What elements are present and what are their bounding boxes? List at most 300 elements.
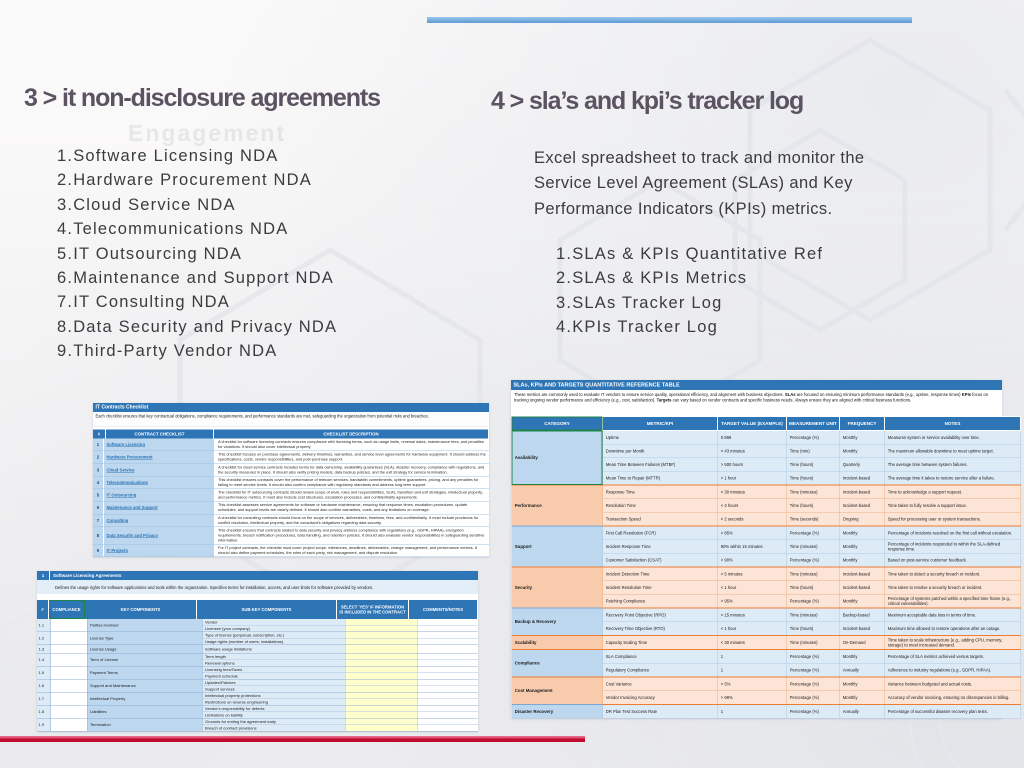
sla-table-body xyxy=(512,431,1021,719)
compliance-cell xyxy=(51,680,88,693)
contract-description: A checklist for consulting contracts should focus on the scope of services, deliverables, timelines, fees, and confidentiality. It must include provisions for conflict resolution, intellectual property, and the consultant's obligations regarding data security. xyxy=(215,514,489,526)
sla-category-cell: Backup & Recovery xyxy=(512,608,603,636)
select-yes-cell xyxy=(346,639,419,645)
sla-unit-cell: Percentage (%) xyxy=(787,691,840,705)
sla-unit-cell: Percentage (%) xyxy=(787,705,840,719)
sub-component-column xyxy=(203,632,479,645)
sub-component-row xyxy=(203,645,479,653)
licensing-table-row xyxy=(37,667,478,680)
contracts-checklist-spreadsheet-image xyxy=(93,403,489,557)
sla-frequency-cell: Monthly xyxy=(840,444,885,458)
sla-metric-cell: Cost Variance xyxy=(603,677,718,691)
select-yes-cell xyxy=(346,693,419,699)
contract-name-link: Telecommunications xyxy=(104,476,215,488)
contracts-table-row xyxy=(93,527,489,545)
licensing-row-number: 1.9 xyxy=(37,719,51,732)
sla-notes-cell: Measures system or service availability over time. xyxy=(885,431,1021,445)
compliance-cell xyxy=(51,654,88,667)
contracts-header-cell: CONTRACT CHECKLIST xyxy=(106,430,214,439)
contract-row-number: 5 xyxy=(93,489,104,501)
sub-key-component-cell: Term length xyxy=(203,654,346,660)
sla-table-row xyxy=(512,636,1021,650)
sla-target-cell: < 5 minutes xyxy=(718,567,787,581)
sub-component-column xyxy=(203,706,479,719)
licensing-row-number: 1.4 xyxy=(37,654,51,667)
select-yes-cell xyxy=(346,645,419,653)
licensing-table-row xyxy=(37,654,478,667)
sla-frequency-cell: Incident-based xyxy=(840,567,885,581)
sub-component-row xyxy=(203,712,479,718)
comments-cell xyxy=(418,699,478,705)
sla-target-cell: 90% within 15 minutes xyxy=(718,540,787,554)
comments-cell xyxy=(418,639,478,645)
sub-component-column xyxy=(203,667,479,680)
contract-description: A checklist for cloud service contracts includes terms for data ownership, availability guarantees (SLA), disaster recovery, compliance with regulations, and the security measures in place. It should also verify pricing models, data backup policies, and the exit strategy for service termination. xyxy=(215,464,489,476)
contracts-table-row xyxy=(93,464,489,477)
licensing-table-body xyxy=(37,619,478,732)
contract-description: A checklist for software licensing contracts ensures compliance with licensing terms, such as usage limits, renewal dates, maintenance fees, and penalties for violations. It should also cover intellectual property xyxy=(215,439,489,451)
sla-target-cell: < 1 hour xyxy=(718,622,787,636)
licensing-row-number: 1.6 xyxy=(37,680,51,693)
sla-table-title: SLAs, KPIs AND TARGETS QUANTITATIVE REFERENCE TABLE xyxy=(511,380,1002,390)
sub-key-component-cell: Intellectual property protections xyxy=(203,693,346,699)
sla-category-cell: Cost Management xyxy=(512,677,603,705)
sla-unit-cell: Time (hours) xyxy=(787,499,840,513)
sla-target-cell: < 30 minutes xyxy=(718,485,787,499)
licensing-table-row xyxy=(37,719,478,732)
sla-target-cell: < 30 minutes xyxy=(718,636,787,650)
select-yes-cell xyxy=(346,686,419,692)
list-item: SLAs Tracker Log xyxy=(572,293,723,312)
licensing-header-cell: # xyxy=(37,600,49,619)
sub-component-column xyxy=(203,619,479,632)
licensing-header-cell: SELECT 'YES' IF INFORMATION IS INCLUDED IN THE CONTRACT xyxy=(337,600,409,619)
sub-component-row xyxy=(203,686,479,692)
list-item: IT Outsourcing NDA xyxy=(73,244,243,263)
sub-key-component-cell: Restrictions on reverse engineering xyxy=(203,699,346,705)
sla-target-cell: < 2 seconds xyxy=(718,512,787,526)
sla-notes-cell: Time to acknowledge a support request. xyxy=(885,485,1021,499)
sla-category-cell: Performance xyxy=(512,485,603,526)
key-component-cell: Parties Involved xyxy=(88,619,203,632)
contract-description: This checklist ensures contracts cover the performance of telecom services, bandwidth commitments, uptime guarantees, pricing, and any penalties for failing to meet service levels. It should also confirm compliance with regulatory standards and address long-term support. xyxy=(215,476,489,488)
sla-unit-cell: Time (hours) xyxy=(787,458,840,472)
sla-unit-cell: Time (minutes) xyxy=(787,485,840,499)
sla-notes-cell: Maximum acceptable data loss in terms of time. xyxy=(885,608,1021,622)
licensing-table-row xyxy=(37,619,478,632)
list-item: SLAs & KPIs Quantitative Ref xyxy=(572,245,824,263)
key-component-cell: License Type xyxy=(88,632,203,645)
sub-component-column xyxy=(203,654,479,667)
contracts-table-row xyxy=(93,439,489,452)
contract-name-link: IT Outsourcing xyxy=(104,489,215,501)
sla-metric-cell: DR Plan Test Success Rate xyxy=(603,705,718,719)
sla-target-cell: 1 xyxy=(718,705,787,719)
contract-row-number: 2 xyxy=(93,451,104,463)
contracts-table-row xyxy=(93,545,489,558)
comments-cell xyxy=(418,619,478,625)
compliance-cell xyxy=(51,667,88,680)
list-item: Data Security and Privacy NDA xyxy=(73,317,338,336)
licensing-table-row xyxy=(37,632,478,645)
sub-component-row xyxy=(203,639,479,645)
list-item: Telecommunications NDA xyxy=(73,220,289,239)
licensing-table-row xyxy=(37,693,478,706)
sla-frequency-cell: Monthly xyxy=(840,677,885,691)
sla-notes-cell: Speed for processing user or system transactions. xyxy=(885,512,1021,526)
sla-metric-cell: Recovery Point Objective (RPO) xyxy=(603,608,718,622)
contract-name-link: Data Security and Privacy xyxy=(104,527,215,544)
comments-cell xyxy=(418,660,478,666)
sla-description-segment: Targets xyxy=(656,397,672,403)
sla-table-row xyxy=(512,567,1021,581)
comments-cell xyxy=(418,632,478,638)
licensing-table-row xyxy=(37,706,478,719)
contract-row-number: 4 xyxy=(93,476,104,488)
sub-component-row xyxy=(203,626,479,632)
sla-unit-cell: Time (seconds) xyxy=(787,512,840,526)
sub-component-row xyxy=(203,699,479,705)
sla-table-row xyxy=(512,705,1021,719)
sla-target-cell: < 43 minutes xyxy=(718,444,787,458)
contracts-table-body xyxy=(93,439,489,558)
sla-metric-cell: Incident Resolution Time xyxy=(603,581,718,595)
key-component-cell: Intellectual Property xyxy=(88,693,203,706)
sla-category-cell: Support xyxy=(512,526,603,567)
sla-table-row xyxy=(512,485,1021,499)
sub-component-column xyxy=(203,680,479,693)
sla-table-row xyxy=(512,608,1021,622)
comments-cell xyxy=(418,693,478,699)
select-yes-cell xyxy=(346,680,419,686)
sla-notes-cell: Adherence to industry regulations (e.g., GDPR, HIPAA). xyxy=(885,663,1021,677)
contracts-table-row xyxy=(93,451,489,464)
comments-cell xyxy=(418,654,478,660)
sla-frequency-cell: Ongoing xyxy=(840,512,885,526)
sla-frequency-cell: Monthly xyxy=(840,650,885,664)
licensing-header-cell: COMMENTS/NOTES xyxy=(409,600,478,619)
sla-target-cell: < 1 hour xyxy=(718,471,787,485)
licensing-table-header-row xyxy=(37,600,478,619)
sub-component-column xyxy=(203,645,479,653)
sla-category-cell: Security xyxy=(512,567,603,608)
comments-cell xyxy=(418,680,478,686)
sla-metric-cell: SLA Compliance xyxy=(603,650,718,664)
sla-metric-cell: Incident Response Time xyxy=(603,540,718,554)
comments-cell xyxy=(418,725,478,731)
sla-notes-cell: Time taken to scale infrastructure (e.g., adding CPU, memory, storage) to meet increased demand. xyxy=(885,636,1021,650)
sla-table-row xyxy=(512,677,1021,691)
sla-header-cell: METRIC/KPI xyxy=(603,417,718,431)
sla-frequency-cell: Incident-based xyxy=(840,471,885,485)
compliance-cell xyxy=(51,645,88,653)
sub-component-row xyxy=(203,673,479,679)
sla-unit-cell: Percentage (%) xyxy=(787,677,840,691)
sla-header-cell: FREQUENCY xyxy=(840,417,885,431)
select-yes-cell xyxy=(346,660,419,666)
section-4-description: Excel spreadsheet to track and monitor the Service Level Agreement (SLAs) and Key Performance Indicators (KPIs) metrics. xyxy=(534,149,865,218)
sub-key-component-cell: Grounds for ending the agreement early xyxy=(203,719,346,725)
comments-cell xyxy=(418,712,478,718)
select-yes-cell xyxy=(346,719,419,725)
sub-key-component-cell: Limitations on liability xyxy=(203,712,346,718)
sla-target-cell: > 500 hours xyxy=(718,458,787,472)
contract-name-link: Hardware Procurement xyxy=(104,451,215,463)
contracts-table-header-row xyxy=(93,430,489,439)
sla-header-cell: TARGET VALUE (EXAMPLE) xyxy=(718,417,787,431)
sla-frequency-cell: Annually xyxy=(840,705,885,719)
section-4-title: 4 > sla’s and kpi’s tracker log xyxy=(491,87,804,115)
list-item: Hardware Procurement NDA xyxy=(73,171,312,190)
licensing-header-cell: KEY COMPONENTS xyxy=(85,600,197,619)
licensing-table-row xyxy=(37,645,478,654)
licensing-row-number: 1.2 xyxy=(37,632,51,645)
sla-unit-cell: Percentage (%) xyxy=(787,431,840,445)
sla-notes-cell: Time taken to fully resolve a support issue. xyxy=(885,499,1021,513)
contracts-header-cell: CHECKLIST DESCRIPTION xyxy=(214,430,489,439)
sla-metric-cell: Patching Compliance xyxy=(603,594,718,608)
sla-metric-cell: Uptime xyxy=(603,431,718,445)
contract-name-link: IT Projects xyxy=(104,545,215,557)
select-yes-cell xyxy=(346,706,419,712)
select-yes-cell xyxy=(346,712,419,718)
contract-name-link: Consulting xyxy=(104,514,215,526)
sla-category-cell: Availability xyxy=(512,431,603,486)
sla-unit-cell: Time (minutes) xyxy=(787,608,840,622)
sla-target-cell: > 90% xyxy=(718,553,787,567)
list-item: KPIs Tracker Log xyxy=(572,318,718,337)
sla-unit-cell: Time (minutes) xyxy=(787,567,840,581)
select-yes-cell xyxy=(346,626,419,632)
sla-table-description xyxy=(511,390,1002,412)
licensing-table-title: Software Licensing Agreements xyxy=(53,573,122,578)
contract-name-link: Software Licensing xyxy=(104,439,215,451)
bottom-accent-line xyxy=(0,736,585,742)
sla-unit-cell: Time (hours) xyxy=(787,471,840,485)
comments-cell xyxy=(418,706,478,712)
comments-cell xyxy=(418,645,478,653)
contract-row-number: 1 xyxy=(93,439,104,451)
sla-table-row xyxy=(512,431,1021,445)
sub-key-component-cell: Type of license (perpetual, subscription, etc.) xyxy=(203,632,346,638)
sla-frequency-cell: Quarterly xyxy=(840,458,885,472)
comments-cell xyxy=(418,673,478,679)
sub-key-component-cell: Licensee (your company) xyxy=(203,626,346,632)
sla-frequency-cell: Monthly xyxy=(840,540,885,554)
contracts-table-title: IT Contracts Checklist xyxy=(93,403,489,412)
sla-notes-cell: Accuracy of vendor invoicing, ensuring no discrepancies in billing. xyxy=(885,691,1021,705)
sla-frequency-cell: Incident-based xyxy=(840,499,885,513)
select-yes-cell xyxy=(346,667,419,673)
sub-key-component-cell: Vendor's responsibility for defects xyxy=(203,706,346,712)
list-item: IT Consulting NDA xyxy=(73,293,230,312)
select-yes-cell xyxy=(346,632,419,638)
contract-row-number: 3 xyxy=(93,464,104,476)
sla-metric-cell: Vendor Invoicing Accuracy xyxy=(603,691,718,705)
sub-component-row xyxy=(203,725,479,731)
contracts-table-subtitle: Each checklist ensures that key contractual obligations, compliance requirements, and performance standards are met, safeguarding the organization from potential risks and breaches. xyxy=(93,412,489,427)
sub-key-component-cell: Vendor xyxy=(203,619,346,625)
select-yes-cell xyxy=(346,699,419,705)
sla-target-cell: < 4 hours xyxy=(718,499,787,513)
sla-metric-cell: Customer Satisfaction (CSAT) xyxy=(603,553,718,567)
sla-notes-cell: Percentage of SLA metrics achieved versus targets. xyxy=(885,650,1021,664)
comments-cell xyxy=(418,719,478,725)
sla-table xyxy=(511,416,1021,719)
contract-row-number: 6 xyxy=(93,502,104,514)
sla-unit-cell: Time (hours) xyxy=(787,581,840,595)
sla-notes-cell: Maximum time allowed to restore operations after an outage. xyxy=(885,622,1021,636)
list-item: Cloud Service NDA xyxy=(73,195,236,214)
sla-metric-cell: Regulatory Compliance xyxy=(603,663,718,677)
sla-unit-cell: Time (minutes) xyxy=(787,636,840,650)
background-ghost-text: Engagement xyxy=(128,120,287,146)
key-component-cell: Liabilities xyxy=(88,706,203,719)
licensing-header-cell: COMPLIANCE xyxy=(49,600,85,619)
sla-unit-cell: Time (minutes) xyxy=(787,540,840,554)
sla-frequency-cell: Monthly xyxy=(840,691,885,705)
sla-notes-cell: Time taken to detect a security breach or incident. xyxy=(885,567,1021,581)
key-component-cell: Termination xyxy=(88,719,203,732)
contract-row-number: 8 xyxy=(93,527,104,544)
sla-target-cell: < 15 minutes xyxy=(718,608,787,622)
sla-target-cell: > 85% xyxy=(718,526,787,540)
sla-category-cell: Disaster Recovery xyxy=(512,705,603,719)
sla-frequency-cell: On-Demand xyxy=(840,636,885,650)
sub-key-component-cell: Payment schedule xyxy=(203,673,346,679)
sla-notes-cell: Percentage of systems patched within a specified time frame (e.g., critical vulnerabilities). xyxy=(885,594,1021,608)
sla-category-cell: Compliance xyxy=(512,650,603,678)
sub-key-component-cell: Updates/Patches xyxy=(203,680,346,686)
list-item: Third-Party Vendor NDA xyxy=(73,342,278,361)
sla-unit-cell: Time (hours) xyxy=(787,622,840,636)
sla-description-segment: KPIs xyxy=(961,392,972,397)
nda-list xyxy=(57,144,337,364)
sla-metric-cell: Mean Time Between Failures (MTBF) xyxy=(603,458,718,472)
sla-notes-cell: The maximum allowable downtime to meet uptime target. xyxy=(885,444,1021,458)
sla-unit-cell: Percentage (%) xyxy=(787,526,840,540)
contract-name-link: Maintenance and Support xyxy=(104,502,215,514)
sla-kpi-reference-spreadsheet-image xyxy=(511,380,1013,719)
key-component-cell: License Usage xyxy=(88,645,203,653)
sla-target-cell: > 98% xyxy=(718,691,787,705)
sub-key-component-cell: Support services xyxy=(203,686,346,692)
sla-frequency-cell: Incident-based xyxy=(840,622,885,636)
compliance-cell xyxy=(51,693,88,706)
contracts-table-row xyxy=(93,476,489,489)
sla-metric-cell: Mean Time to Repair (MTTR) xyxy=(603,471,718,485)
sla-description-segment: are focused on ensuring minimum performance standards (e.g., uptime, response times) xyxy=(795,392,962,397)
comments-cell xyxy=(418,667,478,673)
sla-frequency-cell: Incident-based xyxy=(840,485,885,499)
contract-description: The checklist for IT outsourcing contracts should review scope of work, roles and responsibilities, SLAs, transition and exit strategies, intellectual property, and performance metrics. It must also include cost structures, escalation processes, and confidentiality agreements. xyxy=(215,489,489,501)
sla-table-header-row xyxy=(512,417,1021,431)
key-component-cell: Support and Maintenance xyxy=(88,680,203,693)
sla-metric-cell: Capacity Scaling Time xyxy=(603,636,718,650)
sla-target-cell: 0.999 xyxy=(718,431,787,445)
sla-metric-cell: Response Time xyxy=(603,485,718,499)
contracts-table-row xyxy=(93,489,489,502)
compliance-cell xyxy=(51,632,88,645)
sla-frequency-cell: Monthly xyxy=(840,594,885,608)
sub-key-component-cell: Software usage limitations xyxy=(203,645,346,653)
contract-description: This checklist assesses service agreements for software or hardware maintenance, ensuring that response times, escalation procedures, update schedules, and support levels are clearly defined. It should also confirm warranties, costs, and any limitations on coverage. xyxy=(215,502,489,514)
sla-unit-cell: Percentage (%) xyxy=(787,663,840,677)
licensing-row-number: 1.8 xyxy=(37,706,51,719)
sub-key-component-cell: Licensing fees/Taxes xyxy=(203,667,346,673)
contract-row-number: 7 xyxy=(93,514,104,526)
sla-unit-cell: Percentage (%) xyxy=(787,594,840,608)
licensing-row-number: 1.3 xyxy=(37,645,51,653)
licensing-table-titlebar xyxy=(37,571,478,580)
key-component-cell: Payment Terms xyxy=(88,667,203,680)
sla-notes-cell: The average time it takes to restore service after a failure. xyxy=(885,471,1021,485)
sla-table-row xyxy=(512,650,1021,664)
sla-frequency-cell: Backup-based xyxy=(840,608,885,622)
sla-metric-cell: Downtime per Month xyxy=(603,444,718,458)
sla-description-segment: focus on tracking ongoing vendor performance and efficiency (e.g., cost, satisfaction). xyxy=(514,392,989,403)
contract-description: This checklist focuses on purchase agreements, delivery timelines, warranties, and service level agreements for hardware equipment. It should address the specifications, costs, vendor responsibilities, and post-purchase support. xyxy=(215,451,489,463)
select-yes-cell xyxy=(346,673,419,679)
sla-notes-cell: Percentage of incidents resolved on the first call without escalation. xyxy=(885,526,1021,540)
sub-key-component-cell: Renewal options xyxy=(203,660,346,666)
compliance-cell xyxy=(51,619,88,632)
sla-unit-cell: Time (min) xyxy=(787,444,840,458)
sub-component-column xyxy=(203,693,479,706)
sla-header-cell: NOTES xyxy=(885,417,1021,431)
sla-notes-cell: Variance between budgeted and actual costs. xyxy=(885,677,1021,691)
contracts-table-row xyxy=(93,514,489,527)
sla-description-segment: can vary based on vendor contracts and specific business needs. Always ensure they are aligned with critical business functions. xyxy=(671,397,912,403)
sla-unit-cell: Percentage (%) xyxy=(787,553,840,567)
section-3-title: 3 > it non-disclosure agreements xyxy=(24,84,380,112)
select-yes-cell xyxy=(346,725,419,731)
compliance-cell xyxy=(51,719,88,732)
sla-metric-cell: Recovery Time Objective (RTO) xyxy=(603,622,718,636)
contracts-table-row xyxy=(93,502,489,515)
sla-frequency-cell: Monthly xyxy=(840,553,885,567)
contract-name-link: Cloud Service xyxy=(104,464,215,476)
sla-frequency-cell: Annually xyxy=(840,663,885,677)
contract-row-number: 9 xyxy=(93,545,104,557)
sla-header-cell: MEASUREMENT UNIT xyxy=(787,417,840,431)
contracts-header-cell: # xyxy=(93,430,106,439)
sla-header-cell: CATEGORY xyxy=(512,417,603,431)
sla-metric-cell: Incident Detection Time xyxy=(603,567,718,581)
contract-description: This checklist ensures that contracts related to data security and privacy address compliance with regulations (e.g., GDPR, HIPAA), encryption requirements, breach notification procedures, data handling, and retention policies. It should also evaluate vendor responsibilities in safeguarding sensitive information. xyxy=(215,527,489,544)
sub-component-row xyxy=(203,660,479,666)
sla-metric-cell: Resolution Time xyxy=(603,499,718,513)
sla-category-cell: Scalability xyxy=(512,636,603,650)
sla-target-cell: < 5% xyxy=(718,677,787,691)
key-component-cell: Term of License xyxy=(88,654,203,667)
licensing-row-number: 1.5 xyxy=(37,667,51,680)
tracker-list xyxy=(556,242,823,340)
sla-unit-cell: Percentage (%) xyxy=(787,650,840,664)
sub-key-component-cell: Usage rights (number of users, installations) xyxy=(203,639,346,645)
comments-cell xyxy=(418,626,478,632)
contract-description: For IT project contracts, the checklist must cover project scope, milestones, deadlines, deliverables, change management, and performance metrics. It should also define payment schedules, the roles of each party, risk management, and dispute resolution. xyxy=(215,545,489,557)
licensing-table-row-number: 1 xyxy=(37,571,50,580)
compliance-cell xyxy=(51,706,88,719)
sla-frequency-cell: Monthly xyxy=(840,526,885,540)
licensing-row-number: 1.7 xyxy=(37,693,51,706)
list-item: Software Licensing NDA xyxy=(73,147,279,165)
sla-table-row xyxy=(512,526,1021,540)
sla-frequency-cell: Incident-based xyxy=(840,581,885,595)
comments-cell xyxy=(418,686,478,692)
list-item: SLAs & KPIs Metrics xyxy=(572,269,748,288)
